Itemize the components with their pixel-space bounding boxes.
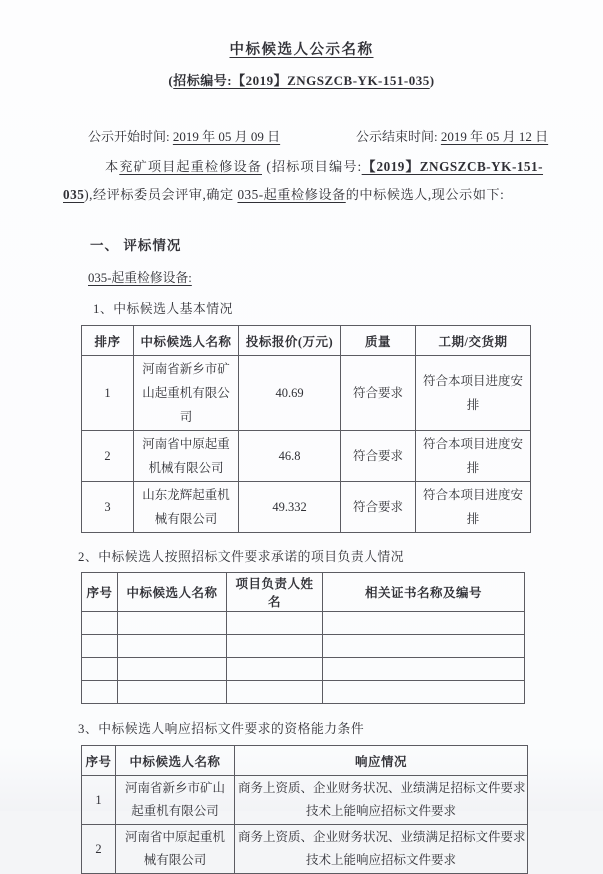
project-manager-table xyxy=(81,572,525,704)
publicity-end xyxy=(356,126,548,145)
table1-header-rank: 排序 xyxy=(82,326,134,356)
rank-cell: 1 xyxy=(82,356,134,431)
doc-title-text: 中标候选人公示名称 xyxy=(229,42,374,58)
publicity-start xyxy=(88,126,280,145)
table1-row xyxy=(82,431,531,482)
response-cell xyxy=(235,825,528,874)
table3-row xyxy=(82,825,528,874)
schedule-cell: 符合本项目进度安排 xyxy=(416,482,531,533)
response-line-1: 商务上资质、企业财务状况、业绩满足招标文件要求 xyxy=(238,830,526,844)
bid-price-cell: 40.69 xyxy=(239,356,341,431)
table2-empty-row xyxy=(82,681,525,704)
intro-mid2: ),经评标委员会评审,确定 xyxy=(84,187,238,202)
publicity-end-date: 2019 年 05 月 12 日 xyxy=(440,129,549,144)
table1-row xyxy=(82,482,531,533)
quality-cell: 符合要求 xyxy=(341,482,416,533)
publicity-start-date: 2019 年 05 月 09 日 xyxy=(172,129,281,144)
empty-cell xyxy=(118,635,227,658)
table1-header-quality: 质量 xyxy=(341,326,416,356)
table3-header-row xyxy=(82,746,528,776)
table2-caption: 2、中标候选人按照招标文件要求承诺的项目负责人情况 xyxy=(78,550,405,564)
table1-header-price: 投标报价(万元) xyxy=(239,326,341,356)
publicity-start-label: 公示开始时间: xyxy=(88,129,170,144)
empty-cell xyxy=(118,612,227,635)
table1-header-row xyxy=(82,326,531,356)
schedule-cell: 符合本项目进度安排 xyxy=(416,431,531,482)
empty-cell xyxy=(82,658,118,681)
table1-row xyxy=(82,356,531,431)
intro-suffix: 的中标候选人,现公示如下: xyxy=(345,187,505,202)
table3-row xyxy=(82,776,528,825)
response-line-2: 技术上能响应招标文件要求 xyxy=(305,804,456,818)
schedule-cell: 符合本项目进度安排 xyxy=(416,356,531,431)
candidate-name-cell: 河南省新乡市矿山起重机有限公司 xyxy=(116,776,235,825)
doc-title xyxy=(0,0,603,59)
table1-header-name: 中标候选人名称 xyxy=(134,326,239,356)
seq-cell: 2 xyxy=(82,825,116,874)
package-subheading xyxy=(88,267,603,286)
publicity-end-label: 公示结束时间: xyxy=(356,129,438,144)
empty-cell xyxy=(118,681,227,704)
response-cell xyxy=(235,776,528,825)
project-name: 兖矿项目起重检修设备 xyxy=(119,159,262,174)
empty-cell xyxy=(323,681,525,704)
response-line-1: 商务上资质、企业财务状况、业绩满足招标文件要求 xyxy=(238,781,526,795)
candidate-name-cell: 河南省新乡市矿山起重机有限公司 xyxy=(134,356,239,431)
bid-price-cell: 46.8 xyxy=(239,431,341,482)
table3-header-response: 响应情况 xyxy=(235,746,528,776)
empty-cell xyxy=(323,635,525,658)
tender-number: 招标编号:【2019】ZNGSZCB-YK-151-035 xyxy=(173,73,430,88)
candidate-name-cell: 河南省中原起重机械有限公司 xyxy=(134,431,239,482)
empty-cell xyxy=(82,612,118,635)
table2-header-manager: 项目负责人姓名 xyxy=(227,573,323,612)
doc-subtitle xyxy=(0,70,603,89)
rank-cell: 3 xyxy=(82,482,134,533)
candidate-name-cell: 河南省中原起重机械有限公司 xyxy=(116,825,235,874)
package-subheading-text: 035-起重检修设备: xyxy=(88,271,192,285)
qualification-table xyxy=(81,745,528,874)
empty-cell xyxy=(118,658,227,681)
bid-candidates-table xyxy=(81,325,531,533)
empty-cell xyxy=(227,635,323,658)
subtitle-close-paren: ) xyxy=(429,73,435,88)
empty-cell xyxy=(323,658,525,681)
table2-header-certificate: 相关证书名称及编号 xyxy=(323,573,525,612)
bid-price-cell: 49.332 xyxy=(239,482,341,533)
table3-header-name: 中标候选人名称 xyxy=(116,746,235,776)
table3-caption: 3、中标候选人响应招标文件要求的资格能力条件 xyxy=(78,722,365,736)
response-line-2: 技术上能响应招标文件要求 xyxy=(305,853,456,867)
table2-empty-row xyxy=(82,635,525,658)
intro-paragraph xyxy=(63,153,543,209)
empty-cell xyxy=(82,681,118,704)
table2-header-name: 中标候选人名称 xyxy=(118,573,227,612)
seq-cell: 1 xyxy=(82,776,116,825)
table1-header-schedule: 工期/交货期 xyxy=(416,326,531,356)
empty-cell xyxy=(323,612,525,635)
intro-mid1: (招标项目编号: xyxy=(262,159,362,174)
table1-caption: 1、中标候选人基本情况 xyxy=(93,302,233,316)
quality-cell: 符合要求 xyxy=(341,356,416,431)
rank-cell: 2 xyxy=(82,431,134,482)
table2-header-no: 序号 xyxy=(82,573,118,612)
subtitle-open-paren: ( xyxy=(168,73,174,88)
tender-project-number: 【2019】ZNGSZCB-YK-151-035 xyxy=(63,159,544,202)
package-name: 035-起重检修设备 xyxy=(237,187,346,202)
empty-cell xyxy=(227,658,323,681)
intro-prefix: 本 xyxy=(105,159,120,174)
table2-empty-row xyxy=(82,658,525,681)
table2-empty-row xyxy=(82,612,525,635)
publicity-dates-row xyxy=(0,126,603,146)
quality-cell: 符合要求 xyxy=(341,431,416,482)
empty-cell xyxy=(82,635,118,658)
empty-cell xyxy=(227,681,323,704)
section-heading-evaluation: 一、 评标情况 xyxy=(90,238,182,253)
table2-header-row xyxy=(82,573,525,612)
table3-header-no: 序号 xyxy=(82,746,116,776)
candidate-name-cell: 山东龙辉起重机械有限公司 xyxy=(134,482,239,533)
empty-cell xyxy=(227,612,323,635)
